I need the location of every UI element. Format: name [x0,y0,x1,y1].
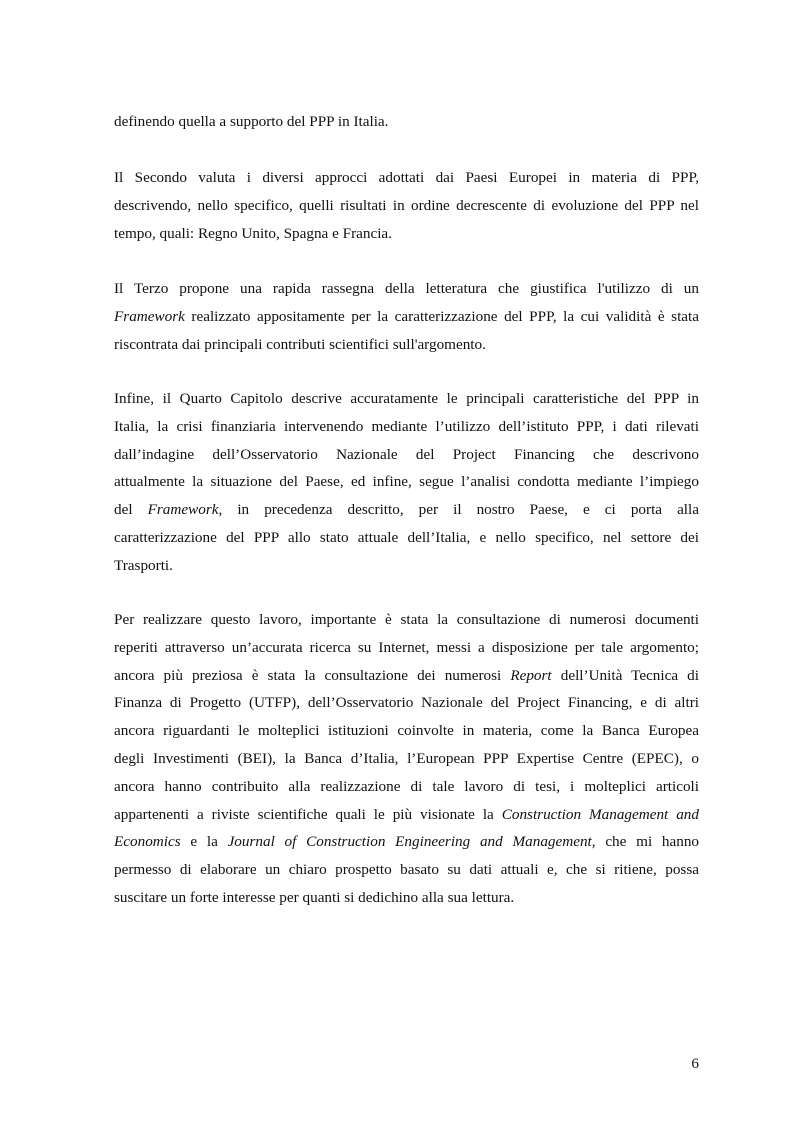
text-line [114,828,699,856]
text-run: e la [180,833,228,851]
text-run: dell’Unità Tecnica di [551,666,699,684]
paragraph-third-chapter [114,275,699,358]
text-run: del [114,501,148,519]
text-line [114,801,699,829]
italic-text: Construction Management and [501,805,699,823]
text-run: suscitare un forte interesse per quanti si dedichino alla sua lettura. [114,888,515,906]
text-run: Italia, la crisi finanziaria intervenendo mediante l’utilizzo dell’istituto PPP, i dati rilevati [114,417,699,435]
text-run: Finanza di Progetto (UTFP), dell’Osservatorio Nazionale del Project Financing, e di altri [114,694,699,712]
text-run: definendo quella a supporto del PPP in Italia. [114,113,389,130]
text-run: realizzato appositamente per la caratterizzazione del PPP, la cui validità è stata [184,307,699,325]
text-line [114,717,699,745]
text-line [114,634,699,662]
text-line [114,468,699,496]
text-line [114,524,699,552]
text-run: permesso di elaborare un chiaro prospetto basato su dati attuali e, che si ritiene, possa [114,861,699,879]
text-line [114,745,699,773]
text-run: , che mi hanno [591,833,700,851]
text-run: Il Secondo valuta i diversi approcci adottati dai Paesi Europei in materia di PPP, [114,169,699,186]
text-line [114,108,699,136]
text-run: reperiti attraverso un’accurata ricerca su Internet, messi a disposizione per tale argomento; [114,638,699,656]
text-run: ancora più preziosa è stata la consultazione dei numerosi [114,666,511,684]
text-line [114,192,699,220]
text-line [114,385,699,413]
text-line [114,220,699,248]
text-line [114,689,699,717]
text-line [114,552,699,580]
text-run: , in precedenza descritto, per il nostro Paese, e ci porta alla [218,501,699,519]
italic-text: Economics [114,833,181,851]
text-run: Il Terzo propone una rapida rassegna della letteratura che giustifica l'utilizzo di un [114,280,699,297]
text-run: Per realizzare questo lavoro, importante è stata la consultazione di numerosi documenti [114,611,699,628]
italic-text: Journal of Construction Engineering and Management [227,833,592,851]
text-line [114,773,699,801]
text-line [114,303,699,331]
text-run: riscontrata dai principali contributi scientifici sull'argomento. [114,335,486,353]
italic-text: Report [510,666,552,684]
text-line [114,413,699,441]
text-line [114,606,699,634]
text-run: tempo, quali: Regno Unito, Spagna e Francia. [114,224,392,242]
text-run: ancora hanno contribuito alla realizzazione di tale lavoro di tesi, i molteplici articoli [114,777,699,795]
text-line [114,496,699,524]
text-line [114,331,699,359]
text-run: degli Investimenti (BEI), la Banca d’Italia, l’European PPP Expertise Centre (EPEC), o [114,749,699,767]
page-number: 6 [691,1055,699,1072]
text-run: caratterizzazione del PPP allo stato attuale dell’Italia, e nello specifico, nel settore dei [114,528,699,546]
italic-text: Framework [114,307,185,325]
paragraph-sources [114,606,699,912]
text-run: descrivendo, nello specifico, quelli risultati in ordine decrescente di evoluzione del PPP nel [114,196,699,214]
text-line [114,856,699,884]
paragraph-intro-end [114,108,699,136]
text-line [114,441,699,469]
italic-text: Framework [147,501,219,519]
paragraph-second-chapter [114,164,699,247]
text-run: ancora riguardanti le molteplici istituzioni coinvolte in materia, come la Banca Europea [114,722,699,740]
text-line [114,884,699,912]
text-line [114,164,699,192]
text-run: Trasporti. [114,556,173,574]
text-line [114,275,699,303]
text-run: attualmente la situazione del Paese, ed infine, segue l’analisi condotta mediante l’impiego [114,473,699,491]
text-run: appartenenti a riviste scientifiche quali le più visionate la [114,805,502,823]
text-line [114,662,699,690]
text-run: dall’indagine dell’Osservatorio Nazionale del Project Financing che descrivono [114,445,699,463]
paragraph-fourth-chapter [114,385,699,580]
text-run: Infine, il Quarto Capitolo descrive accuratamente le principali caratteristiche del PPP in [114,390,699,407]
